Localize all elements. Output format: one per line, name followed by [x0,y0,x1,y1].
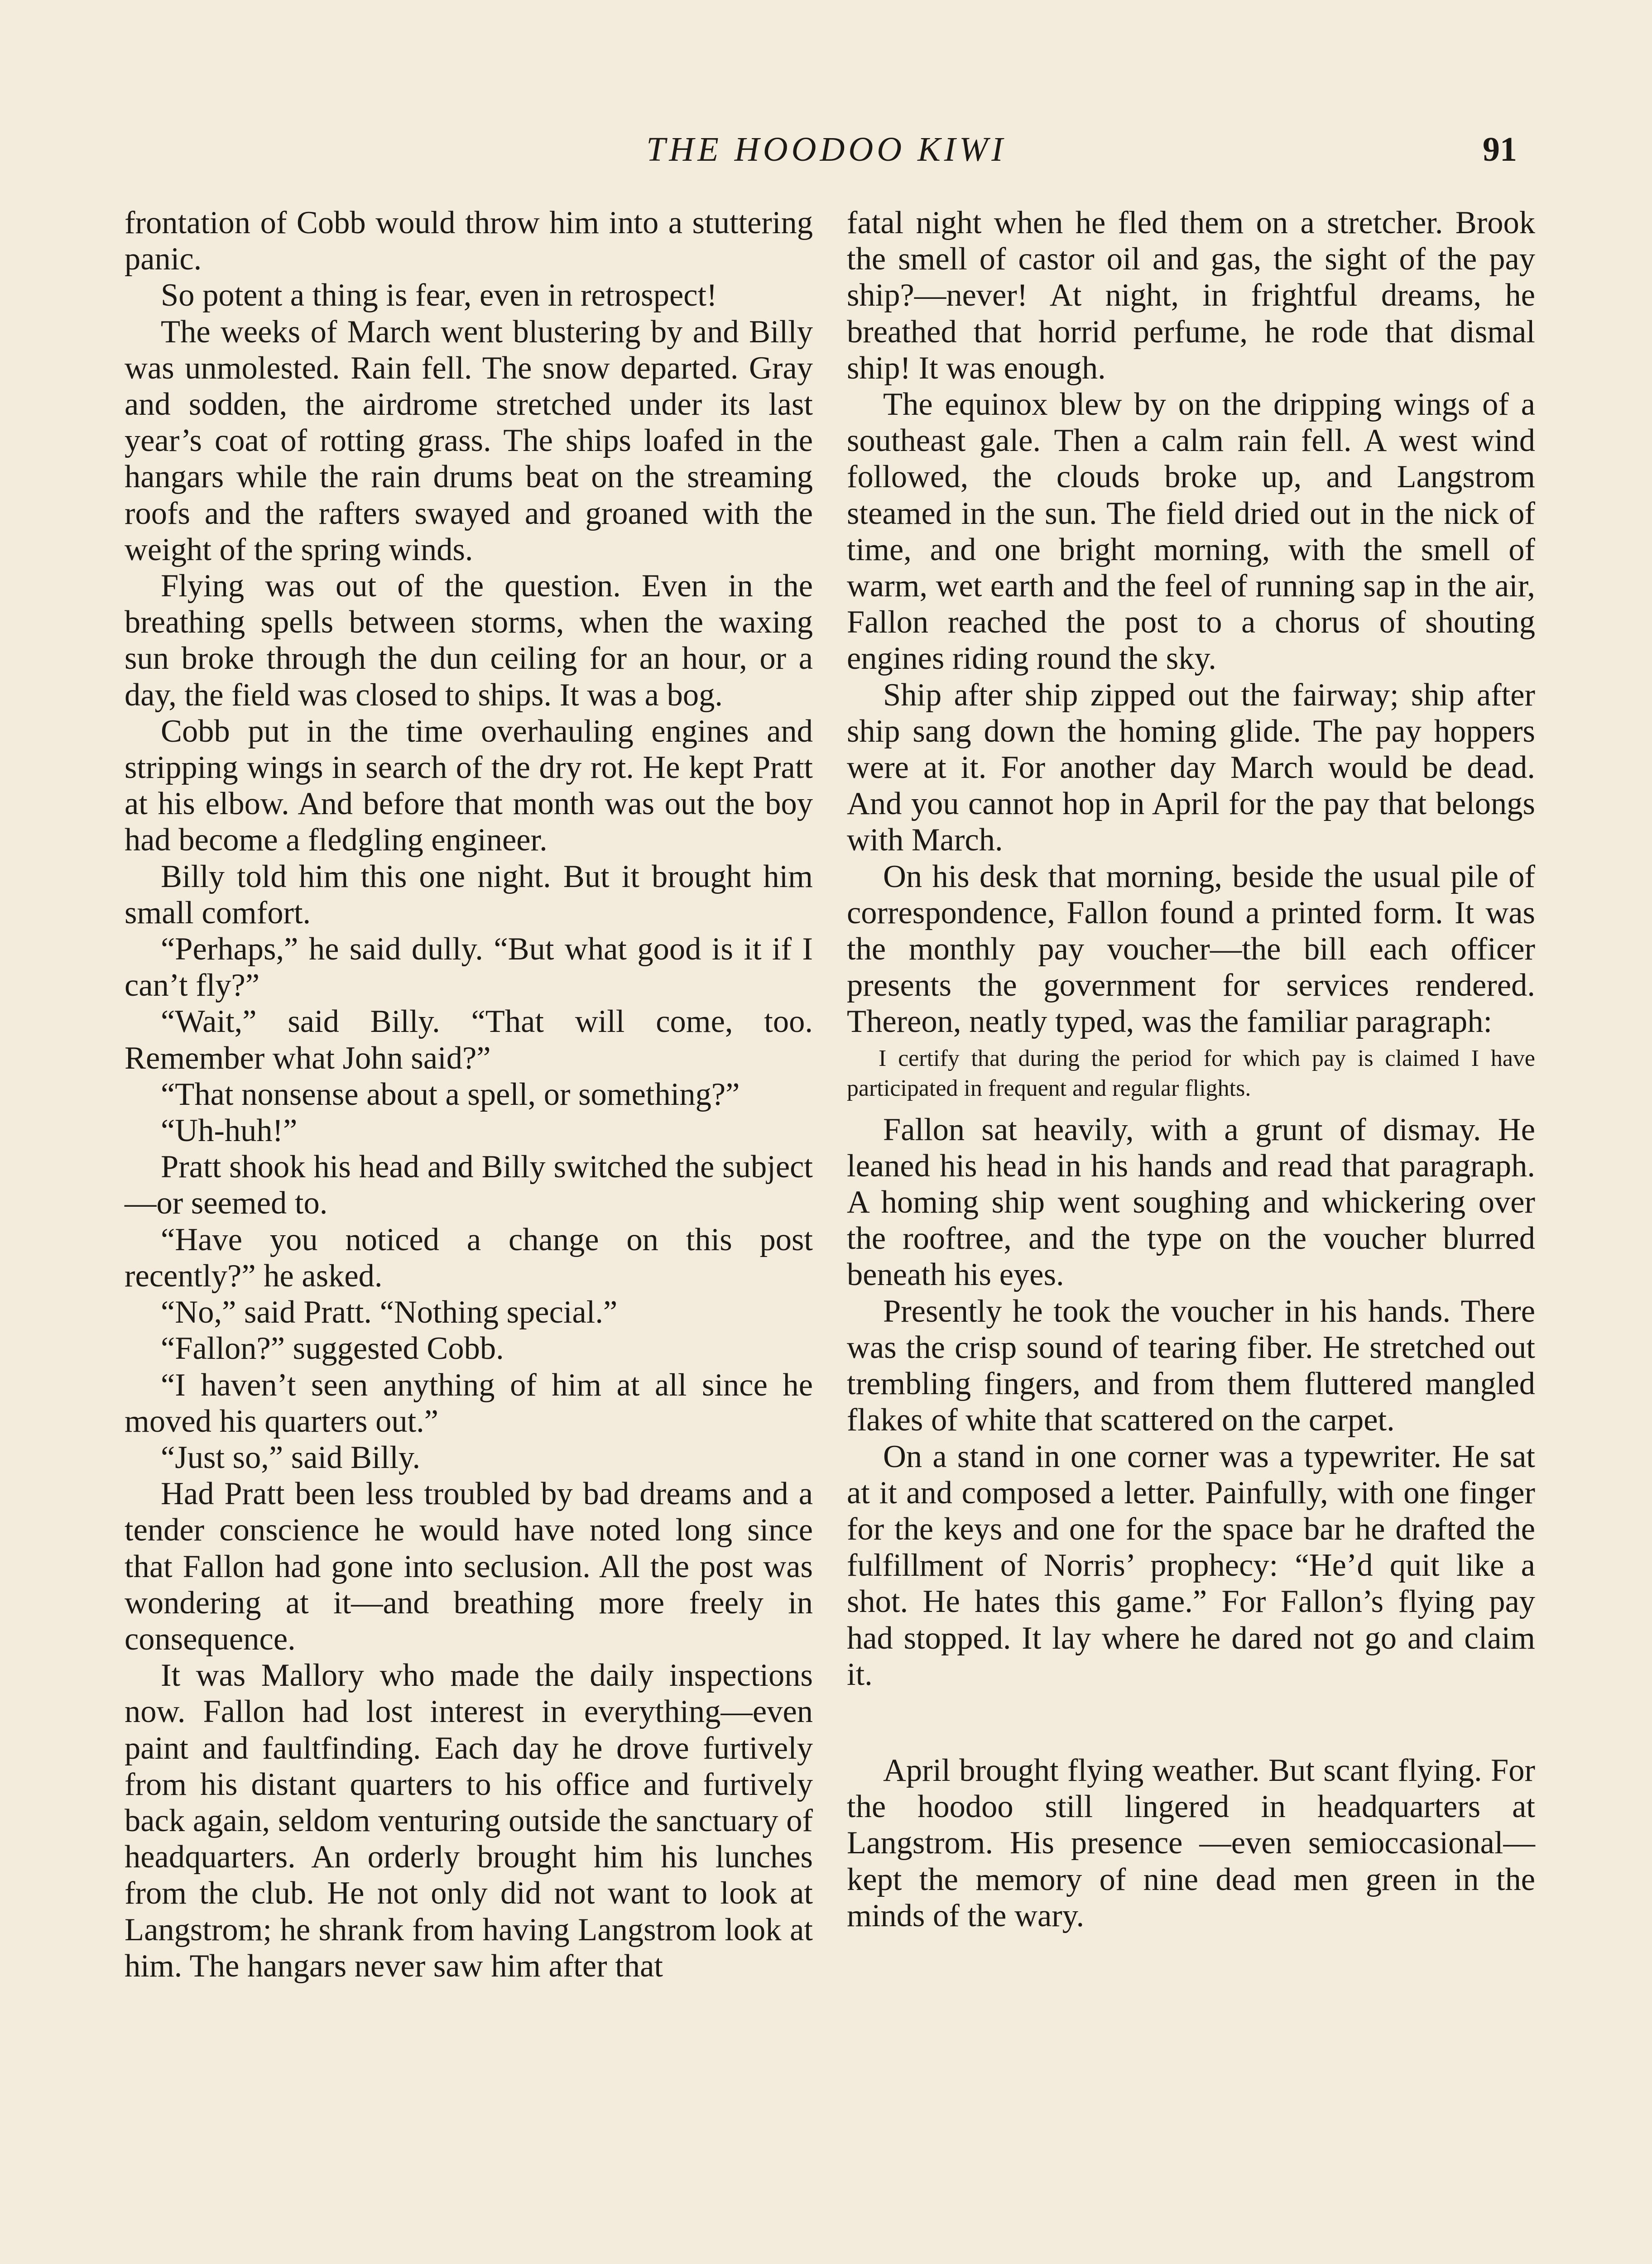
running-head [122,127,1531,172]
running-title: THE HOODOO KIWI [646,130,1007,168]
paragraph: “Have you noticed a change on this post recently?” he asked. [125,1222,813,1294]
paragraph: Presently he took the voucher in his hands. There was the crisp sound of tearing fiber. He stretched out trembling fingers, and from them fluttered mangled flakes of white that scattered on the carpet. [847,1293,1535,1438]
paragraph: “I haven’t seen anything of him at all since he moved his quarters out.” [125,1367,813,1439]
page-number: 91 [1483,130,1517,168]
paragraph: fatal night when he fled them on a stretcher. Brook the smell of castor oil and gas, the sight of the pay ship?—never! At night, in frightful dreams, he breathed that horrid perfume, he rode that dismal ship! It was enough. [847,205,1535,386]
paragraph: Fallon sat heavily, with a grunt of dismay. He leaned his head in his hands and read that paragraph. A homing ship went soughing and whickering over the rooftree, and the type on the voucher blurred beneath his eyes. [847,1112,1535,1293]
paragraph: “No,” said Pratt. “Nothing special.” [161,1295,618,1330]
paragraph: “Wait,” said Billy. “That will come, too. Remember what John said?” [125,1004,813,1076]
paragraph: “Just so,” said Billy. [161,1439,421,1475]
paragraph: Cobb put in the time overhauling engines and stripping wings in search of the dry rot. He kept Pratt at his elbow. And before that month was out the boy had become a fledgling engineer. [125,713,813,858]
paragraph: “Uh-huh!” [161,1113,298,1149]
right-column [847,205,1535,1934]
paragraph: The weeks of March went blustering by and Billy was unmolested. Rain fell. The snow departed. Gray and sodden, the airdrome stretched under its last year’s coat of rotting grass. The ships loafed in the hangars while the rain drums beat on the streaming roofs and the rafters swayed and groaned with the weight of the spring winds. [125,314,813,567]
paragraph: It was Mallory who made the daily inspections now. Fallon had lost interest in everything—even paint and faultfinding. Each day he drove furtively from his distant quarters to his office and furtively back again, seldom venturing outside the sanctuary of headquarters. An orderly brought him his lunches from the club. He not only did not want to look at Langstrom; he shrank from having Langstrom look at him. The hangars never saw him after that [125,1658,813,1984]
paragraph: frontation of Cobb would throw him into a stuttering panic. [125,205,813,277]
paragraph: “Perhaps,” he said dully. “But what good is it if I can’t fly?” [125,931,813,1003]
paragraph: On a stand in one corner was a typewriter. He sat at it and composed a letter. Painfully, with one finger for the keys and one for the space bar he drafted the fulfillment of Norris’ prophecy: “He’d quit like a shot. He hates this game.” For Fallon’s flying pay had stopped. It lay where he dared not go and claim it. [847,1439,1535,1692]
paragraph: “That nonsense about a spell, or something?” [161,1076,740,1112]
section-break [847,1693,1535,1752]
paragraph: The equinox blew by on the dripping wings of a southeast gale. Then a calm rain fell. A west wind followed, the clouds broke up, and Langstrom steamed in the sun. The field dried out in the nick of time, and one bright morning, with the smell of warm, wet earth and the feel of running sap in the air, Fallon reached the post to a chorus of shouting engines riding round the sky. [847,387,1535,676]
certification-quote: I certify that during the period for which pay is claimed I have participated in frequent and regular flights. [847,1045,1535,1101]
paragraph: Had Pratt been less troubled by bad dreams and a tender conscience he would have noted long since that Fallon had gone into seclusion. All the post was wondering at it—and breathing more freely in consequence. [125,1476,813,1657]
paragraph: On his desk that morning, beside the usual pile of correspondence, Fallon found a printed form. It was the monthly pay voucher—the bill each officer presents the government for services rendered. Thereon, neatly typed, was the familiar paragraph: [847,859,1535,1040]
paragraph: “Fallon?” suggested Cobb. [161,1331,504,1367]
paragraph: Pratt shook his head and Billy switched the subject—or seemed to. [125,1149,813,1221]
left-column [125,205,813,1984]
paragraph: April brought flying weather. But scant flying. For the hoodoo still lingered in headquarters at Langstrom. His presence —even semioccasional—kept the memory of nine dead men green in the minds of the wary. [847,1752,1535,1933]
paragraph: Flying was out of the question. Even in the breathing spells between storms, when the waxing sun broke through the dun ceiling for an hour, or a day, the field was closed to ships. It was a bog. [125,568,813,713]
paragraph: So potent a thing is fear, even in retrospect! [161,278,717,313]
paragraph: Ship after ship zipped out the fairway; ship after ship sang down the homing glide. The pay hoppers were at it. For another day March would be dead. And you cannot hop in April for the pay that belongs with March. [847,677,1535,858]
paragraph: Billy told him this one night. But it brought him small comfort. [125,859,813,931]
